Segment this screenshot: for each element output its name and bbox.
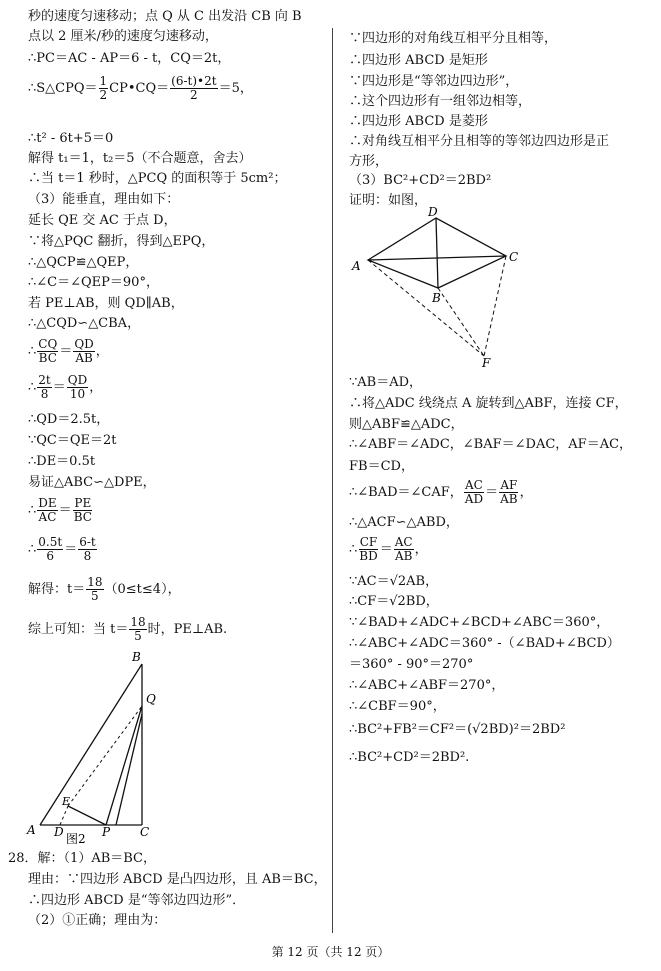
text-line: 延长 QE 交 AC 于点 D， — [28, 213, 177, 228]
solution-t: 解得：t＝ $\frac{18}{5}$ （0≤t≤4）， — [28, 575, 181, 603]
ratio-eq-6: ∴ $\frac{CF}{BD}$ ＝ $\frac{AC}{AB}$ ， — [349, 535, 428, 563]
text-line: 解得 t₁＝1，t₂＝5（不合题意，舍去） — [28, 151, 252, 166]
text-line: ∴四边形 ABCD 是“等邻边四边形”． — [28, 893, 246, 908]
area-lhs: ∴S△CPQ＝ — [28, 81, 98, 96]
text-line: ∴t² - 6t+5＝0 — [28, 131, 114, 146]
text-line: （3）BC²+CD²＝2BD² — [349, 173, 492, 188]
text-line: （3）能垂直，理由如下： — [28, 192, 180, 207]
ratio-eq-2: ∴ $\frac{2t}{8}$ ＝ $\frac{QD}{10}$ ， — [28, 373, 103, 401]
label-d: D — [428, 206, 438, 219]
text-line: ∵四边形的对角线互相平分且相等， — [349, 31, 558, 46]
area-equation: ∴S△CPQ＝ $\frac{1}{2}$ CP•CQ＝ $\frac{(6-t)•2t}{2}$ ＝5， — [28, 74, 253, 102]
label-p: P — [102, 825, 111, 839]
text-line: ＝360° - 90°＝270° — [349, 657, 474, 672]
fraction-area: $\frac{(6-t)•2t}{2}$ — [171, 74, 217, 102]
label-a: A — [27, 823, 36, 837]
text-line: ∴△QCP≌△QEP， — [28, 255, 139, 270]
text-line: ∴BC²+FB²＝CF²＝(√2BD)²＝2BD² — [349, 722, 566, 737]
text-line: ∴∠ABC+∠ABF＝270°， — [349, 678, 505, 693]
figure-caption: 图2 — [66, 832, 86, 844]
label-d: D — [54, 825, 64, 839]
text-line: ∴QD＝2.5t， — [28, 412, 110, 427]
text-line: 理由：∵四边形 ABCD 是凸四边形，且 AB＝BC， — [28, 872, 327, 887]
text-line: ∴△ACF∽△ABD， — [349, 515, 459, 530]
text-line: 若 PE⊥AB，则 QD∥AB， — [28, 296, 184, 311]
text-line: ∴∠C＝∠QEP＝90°， — [28, 275, 159, 290]
text-line: ∴∠CBF＝90°， — [349, 699, 446, 714]
text-line: ∴这个四边形有一组邻边相等， — [349, 94, 532, 109]
text-line: ∴对角线互相平分且相等的等邻边四边形是正 — [349, 134, 610, 149]
text-line: ∴当 t＝1 秒时，△PCQ 的面积等于 5cm²； — [28, 171, 287, 186]
problem-28: 28．解：（1）AB＝BC， — [8, 851, 156, 866]
angle-eq: ∴∠BAD＝∠CAF， $\frac{AC}{AD}$ ＝ $\frac{AF}{AB}$ ， — [349, 478, 533, 506]
figure-2 — [24, 648, 204, 844]
rhombus-figure — [346, 206, 526, 368]
text-line: ∵AC＝√2AB， — [349, 574, 439, 589]
ratio-eq-3: ∴ $\frac{DE}{AC}$ ＝ $\frac{PE}{BC}$ — [28, 496, 92, 524]
text-line: 则△ABF≌△ADC， — [349, 417, 464, 432]
text-line: ∴四边形 ABCD 是矩形 — [349, 53, 488, 68]
text-line: （2）①正确；理由为： — [28, 913, 167, 928]
label-b: B — [132, 650, 141, 664]
label-e: E — [62, 795, 71, 808]
text-line: ∵将△PQC 翻折，得到△EPQ， — [28, 234, 215, 249]
label-a: A — [352, 259, 361, 273]
text-line: ∴将△ADC 线绕点 A 旋转到△ABF，连接 CF， — [349, 396, 628, 411]
text-line: 证明：如图， — [349, 193, 428, 208]
label-q: Q — [146, 692, 156, 706]
fraction-half: $\frac{1}{2}$ — [99, 74, 108, 102]
text-line: ∴CF＝√2BD， — [349, 594, 439, 609]
page-footer: 第 12 页（共 12 页） — [271, 945, 390, 959]
text-line: ∵AB＝AD， — [349, 375, 423, 390]
text-line: 易证△ABC∽△DPE， — [28, 475, 156, 490]
text-line: ∴∠ABC+∠ADC＝360° -（∠BAD+∠BCD） — [349, 636, 620, 651]
ratio-eq-4: ∴ $\frac{0.5t}{6}$ ＝ $\frac{6-t}{8}$ — [28, 535, 96, 563]
text-line: ∴∠ABF＝∠ADC，∠BAF＝∠DAC，AF＝AC， — [349, 437, 633, 452]
label-c: C — [509, 250, 519, 264]
label-b: B — [432, 291, 441, 305]
text-line: FB＝CD， — [349, 459, 414, 474]
text-line: 方形， — [349, 154, 389, 169]
text-line: ∴△CQD∽△CBA， — [28, 316, 141, 331]
conclusion: 综上可知：当 t＝ $\frac{18}{5}$ 时，PE⊥AB. — [28, 615, 228, 643]
text-line: ∵四边形是“等邻边四边形”， — [349, 74, 519, 89]
text-line: 点以 2 厘米/秒的速度匀速移动， — [28, 29, 218, 44]
text-line: ∴BC²+CD²＝2BD². — [349, 750, 470, 765]
label-c: C — [140, 825, 150, 839]
text-line: ∴PC＝AC - AP＝6 - t，CQ＝2t， — [28, 51, 231, 66]
text-line: ∴DE＝0.5t — [28, 454, 96, 469]
label-f: F — [482, 356, 491, 368]
text-line: ∵QC＝QE＝2t — [28, 433, 117, 448]
text-line: ∴四边形 ABCD 是菱形 — [349, 114, 488, 129]
text-line: 秒的速度匀速移动；点 Q 从 C 出发沿 CB 向 B — [28, 9, 302, 24]
ratio-eq-1: ∴ $\frac{CQ}{BC}$ ＝ $\frac{QD}{AB}$ ， — [28, 337, 109, 365]
column-divider — [332, 28, 333, 933]
text-line: ∵∠BAD+∠ADC+∠BCD+∠ABC＝360°， — [349, 615, 610, 630]
